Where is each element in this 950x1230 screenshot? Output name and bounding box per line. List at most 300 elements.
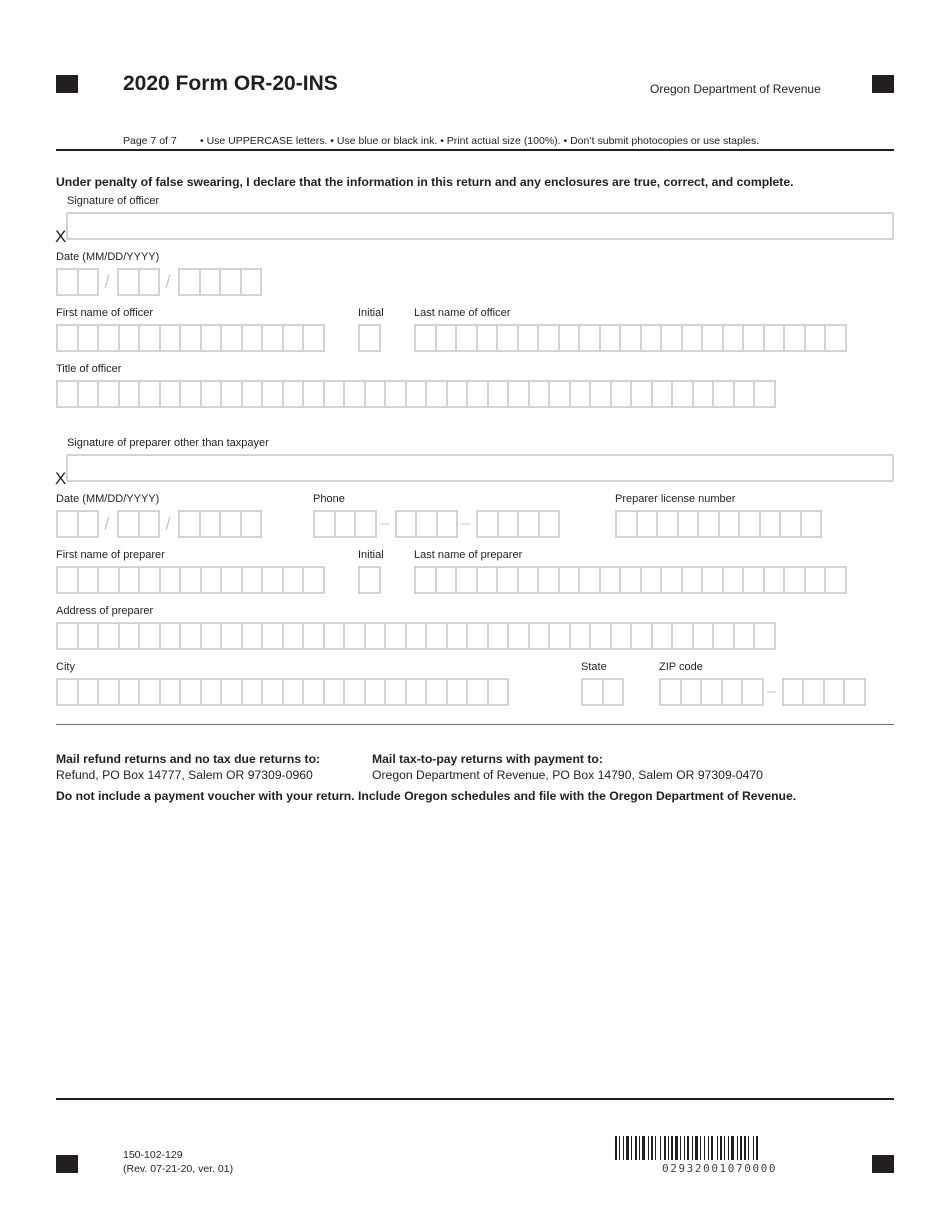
barcode-bar <box>711 1136 713 1160</box>
character-cell[interactable] <box>615 510 638 538</box>
character-cell[interactable] <box>455 324 478 352</box>
character-cell[interactable] <box>578 566 601 594</box>
character-cell[interactable] <box>425 380 448 408</box>
character-cell[interactable] <box>466 380 489 408</box>
character-cell[interactable] <box>302 324 325 352</box>
section-divider <box>56 724 894 725</box>
barcode-bar <box>639 1136 640 1160</box>
character-cell[interactable] <box>364 678 387 706</box>
character-cell[interactable] <box>742 324 765 352</box>
character-cell[interactable] <box>718 510 741 538</box>
character-cell[interactable] <box>261 324 284 352</box>
character-cell[interactable] <box>677 510 700 538</box>
character-cell[interactable] <box>343 380 366 408</box>
phone-line-cell[interactable] <box>476 510 499 538</box>
character-cell[interactable] <box>77 380 100 408</box>
officer-signature-x-mark: X <box>55 227 67 246</box>
character-cell[interactable] <box>435 324 458 352</box>
barcode-bar <box>651 1136 653 1160</box>
zip-cell[interactable] <box>700 678 723 706</box>
refund-heading: Mail refund returns and no tax due returns to: <box>56 752 321 766</box>
character-cell[interactable] <box>824 566 847 594</box>
character-cell[interactable] <box>779 510 802 538</box>
payment-address: Oregon Department of Revenue, PO Box 14790, Salem OR 97309-0470 <box>372 767 763 782</box>
print-instructions: • Use UPPERCASE letters. • Use blue or black ink. • Print actual size (100%). • Don’t submit photocopies or use staples. <box>200 135 760 147</box>
officer-date-field[interactable] <box>56 268 260 296</box>
date-month-cell[interactable] <box>56 510 79 538</box>
payment-heading: Mail tax-to-pay returns with payment to: <box>372 752 603 766</box>
date-separator: / <box>165 271 171 292</box>
date-year-cell[interactable] <box>178 510 201 538</box>
character-cell[interactable] <box>619 566 642 594</box>
barcode-bar <box>692 1136 693 1160</box>
zip-plus4-cell[interactable] <box>843 678 866 706</box>
barcode-bar <box>671 1136 673 1160</box>
preparer-first-name-label: First name of preparer <box>56 549 165 561</box>
character-cell[interactable] <box>660 324 683 352</box>
barcode-bar <box>756 1136 758 1160</box>
officer-last-name-label: Last name of officer <box>414 307 511 319</box>
character-cell[interactable] <box>384 380 407 408</box>
character-cell[interactable] <box>487 380 510 408</box>
form-title: 2020 Form OR-20-INS <box>123 72 338 95</box>
character-cell[interactable] <box>507 380 530 408</box>
character-cell[interactable] <box>220 380 243 408</box>
officer-signature-label: Signature of officer <box>67 195 160 207</box>
character-cell[interactable] <box>697 510 720 538</box>
character-cell[interactable] <box>405 380 428 408</box>
preparer-initial-label: Initial <box>358 549 384 561</box>
character-cell[interactable] <box>282 566 305 594</box>
character-cell[interactable] <box>261 622 284 650</box>
character-cell[interactable] <box>599 324 622 352</box>
zip-cell[interactable] <box>741 678 764 706</box>
date-month-cell[interactable] <box>56 268 79 296</box>
character-cell[interactable] <box>753 380 776 408</box>
phone-line-cell[interactable] <box>497 510 520 538</box>
character-cell[interactable] <box>302 678 325 706</box>
header-rule <box>56 149 894 151</box>
barcode-bar <box>635 1136 637 1160</box>
character-cell[interactable] <box>517 566 540 594</box>
character-cell[interactable] <box>487 622 510 650</box>
character-cell[interactable] <box>358 566 381 594</box>
character-cell[interactable] <box>581 678 604 706</box>
character-cell[interactable] <box>302 622 325 650</box>
character-cell[interactable] <box>323 622 346 650</box>
character-cell[interactable] <box>517 324 540 352</box>
preparer-first-name-field[interactable] <box>56 566 323 594</box>
character-cell[interactable] <box>722 324 745 352</box>
character-cell[interactable] <box>220 566 243 594</box>
officer-title-field[interactable] <box>56 380 774 408</box>
character-cell[interactable] <box>364 622 387 650</box>
zip-separator: – <box>767 683 776 700</box>
character-cell[interactable] <box>138 678 161 706</box>
character-cell[interactable] <box>118 380 141 408</box>
date-year-cell[interactable] <box>219 268 242 296</box>
character-cell[interactable] <box>241 678 264 706</box>
character-cell[interactable] <box>414 324 437 352</box>
form-revision: (Rev. 07-21-20, ver. 01) <box>123 1162 234 1175</box>
phone-area-cell[interactable] <box>354 510 377 538</box>
character-cell[interactable] <box>537 324 560 352</box>
character-cell[interactable] <box>783 324 806 352</box>
character-cell[interactable] <box>507 622 530 650</box>
character-cell[interactable] <box>656 510 679 538</box>
zip-plus4-cell[interactable] <box>782 678 805 706</box>
character-cell[interactable] <box>528 380 551 408</box>
character-cell[interactable] <box>282 380 305 408</box>
character-cell[interactable] <box>56 380 79 408</box>
character-cell[interactable] <box>323 678 346 706</box>
character-cell[interactable] <box>97 380 120 408</box>
character-cell[interactable] <box>589 622 612 650</box>
character-cell[interactable] <box>446 622 469 650</box>
character-cell[interactable] <box>159 678 182 706</box>
character-cell[interactable] <box>220 324 243 352</box>
character-cell[interactable] <box>671 622 694 650</box>
character-cell[interactable] <box>487 678 510 706</box>
character-cell[interactable] <box>671 380 694 408</box>
character-cell[interactable] <box>77 678 100 706</box>
character-cell[interactable] <box>660 566 683 594</box>
character-cell[interactable] <box>282 622 305 650</box>
character-cell[interactable] <box>179 622 202 650</box>
character-cell[interactable] <box>528 622 551 650</box>
character-cell[interactable] <box>405 622 428 650</box>
character-cell[interactable] <box>261 678 284 706</box>
character-cell[interactable] <box>651 622 674 650</box>
character-cell[interactable] <box>200 324 223 352</box>
character-cell[interactable] <box>261 566 284 594</box>
barcode-bar <box>724 1136 725 1160</box>
preparer-address-field[interactable] <box>56 622 774 650</box>
refund-address: Refund, PO Box 14777, Salem OR 97309-0960 <box>56 767 313 782</box>
officer-initial-field[interactable] <box>358 324 379 352</box>
character-cell[interactable] <box>282 324 305 352</box>
character-cell[interactable] <box>200 566 223 594</box>
character-cell[interactable] <box>302 380 325 408</box>
barcode-bar <box>737 1136 738 1160</box>
payment-mailing-block <box>372 752 763 783</box>
voucher-note: Do not include a payment voucher with your return. Include Oregon schedules and file with the Oregon Department of Revenue. <box>56 789 797 803</box>
date-year-cell[interactable] <box>199 510 222 538</box>
officer-first-name-label: First name of officer <box>56 307 153 319</box>
barcode-bar <box>700 1136 701 1160</box>
barcode-number: 02932001070000 <box>662 1162 778 1175</box>
character-cell[interactable] <box>138 566 161 594</box>
character-cell[interactable] <box>179 324 202 352</box>
character-cell[interactable] <box>97 566 120 594</box>
city-label: City <box>56 661 75 673</box>
character-cell[interactable] <box>800 510 823 538</box>
registration-mark-bottom-left <box>56 1155 78 1173</box>
form-number: 150-102-129 <box>123 1149 183 1161</box>
state-label: State <box>581 661 607 673</box>
declaration-text: Under penalty of false swearing, I declare that the information in this return and any enclosures are true, correct, and complete. <box>56 175 794 189</box>
character-cell[interactable] <box>466 678 489 706</box>
character-cell[interactable] <box>241 566 264 594</box>
preparer-last-name-field[interactable] <box>414 566 845 594</box>
page-number: Page 7 of 7 <box>123 135 177 147</box>
character-cell[interactable] <box>414 566 437 594</box>
character-cell[interactable] <box>548 380 571 408</box>
character-cell[interactable] <box>56 566 79 594</box>
officer-title-label: Title of officer <box>56 363 122 375</box>
character-cell[interactable] <box>241 380 264 408</box>
preparer-signature-field[interactable] <box>66 454 894 482</box>
preparer-license-field[interactable] <box>615 510 820 538</box>
character-cell[interactable] <box>610 380 633 408</box>
character-cell[interactable] <box>159 566 182 594</box>
character-cell[interactable] <box>159 622 182 650</box>
character-cell[interactable] <box>589 380 612 408</box>
character-cell[interactable] <box>738 510 761 538</box>
character-cell[interactable] <box>302 566 325 594</box>
zip-label: ZIP code <box>659 661 703 673</box>
character-cell[interactable] <box>97 678 120 706</box>
barcode-bar <box>623 1136 624 1160</box>
barcode-bar <box>642 1136 645 1160</box>
barcode-bar <box>708 1136 709 1160</box>
character-cell[interactable] <box>578 324 601 352</box>
registration-mark-bottom-right <box>872 1155 894 1173</box>
preparer-address-label: Address of preparer <box>56 605 154 617</box>
character-cell[interactable] <box>179 380 202 408</box>
character-cell[interactable] <box>241 622 264 650</box>
date-month-cell[interactable] <box>77 510 100 538</box>
character-cell[interactable] <box>77 324 100 352</box>
barcode-bar <box>655 1136 656 1160</box>
character-cell[interactable] <box>200 380 223 408</box>
date-year-cell[interactable] <box>199 268 222 296</box>
character-cell[interactable] <box>548 622 571 650</box>
character-cell[interactable] <box>56 324 79 352</box>
character-cell[interactable] <box>343 678 366 706</box>
preparer-phone-label: Phone <box>313 493 345 505</box>
character-cell[interactable] <box>630 380 653 408</box>
character-cell[interactable] <box>118 622 141 650</box>
character-cell[interactable] <box>159 380 182 408</box>
character-cell[interactable] <box>681 566 704 594</box>
character-cell[interactable] <box>602 678 625 706</box>
character-cell[interactable] <box>323 380 346 408</box>
character-cell[interactable] <box>640 324 663 352</box>
department-name: Oregon Department of Revenue <box>650 82 821 96</box>
character-cell[interactable] <box>118 566 141 594</box>
character-cell[interactable] <box>425 678 448 706</box>
character-cell[interactable] <box>640 566 663 594</box>
character-cell[interactable] <box>753 622 776 650</box>
registration-mark-top-left <box>56 75 78 93</box>
character-cell[interactable] <box>138 380 161 408</box>
character-cell[interactable] <box>733 622 756 650</box>
zip-field[interactable] <box>659 678 864 706</box>
preparer-phone-field[interactable] <box>313 510 558 538</box>
character-cell[interactable] <box>425 622 448 650</box>
character-cell[interactable] <box>558 566 581 594</box>
barcode-bar <box>695 1136 698 1160</box>
phone-area-cell[interactable] <box>313 510 336 538</box>
barcode-bar <box>648 1136 649 1160</box>
character-cell[interactable] <box>701 324 724 352</box>
character-cell[interactable] <box>220 678 243 706</box>
character-cell[interactable] <box>681 324 704 352</box>
character-cell[interactable] <box>77 622 100 650</box>
character-cell[interactable] <box>358 324 381 352</box>
officer-last-name-field[interactable] <box>414 324 845 352</box>
phone-prefix-cell[interactable] <box>415 510 438 538</box>
date-day-cell[interactable] <box>117 268 140 296</box>
character-cell[interactable] <box>56 678 79 706</box>
date-year-cell[interactable] <box>219 510 242 538</box>
character-cell[interactable] <box>220 622 243 650</box>
character-cell[interactable] <box>692 380 715 408</box>
character-cell[interactable] <box>138 622 161 650</box>
character-cell[interactable] <box>384 622 407 650</box>
character-cell[interactable] <box>282 678 305 706</box>
character-cell[interactable] <box>118 324 141 352</box>
barcode-bar <box>680 1136 681 1160</box>
barcode-bar <box>728 1136 729 1160</box>
character-cell[interactable] <box>824 324 847 352</box>
phone-line-cell[interactable] <box>517 510 540 538</box>
character-cell[interactable] <box>558 324 581 352</box>
phone-area-cell[interactable] <box>334 510 357 538</box>
barcode-bar <box>731 1136 734 1160</box>
character-cell[interactable] <box>241 324 264 352</box>
character-cell[interactable] <box>783 566 806 594</box>
preparer-signature-x-mark: X <box>55 469 67 488</box>
character-cell[interactable] <box>97 622 120 650</box>
character-cell[interactable] <box>496 324 519 352</box>
preparer-initial-field[interactable] <box>358 566 379 594</box>
character-cell[interactable] <box>118 678 141 706</box>
character-cell[interactable] <box>722 566 745 594</box>
barcode-bar <box>664 1136 666 1160</box>
date-year-cell[interactable] <box>240 510 263 538</box>
zip-plus4-cell[interactable] <box>823 678 846 706</box>
character-cell[interactable] <box>56 622 79 650</box>
date-year-cell[interactable] <box>178 268 201 296</box>
barcode-bar <box>684 1136 685 1160</box>
character-cell[interactable] <box>619 324 642 352</box>
phone-separator: – <box>380 515 389 532</box>
zip-plus4-cell[interactable] <box>802 678 825 706</box>
officer-first-name-field[interactable] <box>56 324 323 352</box>
character-cell[interactable] <box>712 380 735 408</box>
character-cell[interactable] <box>384 678 407 706</box>
character-cell[interactable] <box>630 622 653 650</box>
character-cell[interactable] <box>179 678 202 706</box>
character-cell[interactable] <box>569 622 592 650</box>
barcode-bar <box>619 1136 620 1160</box>
character-cell[interactable] <box>692 622 715 650</box>
barcode-bar <box>615 1136 617 1160</box>
officer-initial-label: Initial <box>358 307 384 319</box>
barcode-bar <box>720 1136 722 1160</box>
character-cell[interactable] <box>77 566 100 594</box>
barcode-bar <box>748 1136 749 1160</box>
character-cell[interactable] <box>159 324 182 352</box>
character-cell[interactable] <box>343 622 366 650</box>
barcode-bar <box>704 1136 705 1160</box>
phone-line-cell[interactable] <box>538 510 561 538</box>
character-cell[interactable] <box>804 324 827 352</box>
character-cell[interactable] <box>179 566 202 594</box>
character-cell[interactable] <box>610 622 633 650</box>
zip-cell[interactable] <box>721 678 744 706</box>
character-cell[interactable] <box>763 566 786 594</box>
character-cell[interactable] <box>599 566 622 594</box>
date-day-cell[interactable] <box>138 268 161 296</box>
character-cell[interactable] <box>763 324 786 352</box>
state-field[interactable] <box>581 678 622 706</box>
character-cell[interactable] <box>742 566 765 594</box>
date-separator: / <box>104 271 110 292</box>
date-separator: / <box>104 513 110 534</box>
date-month-cell[interactable] <box>77 268 100 296</box>
character-cell[interactable] <box>701 566 724 594</box>
barcode-bar <box>744 1136 746 1160</box>
character-cell[interactable] <box>537 566 560 594</box>
date-day-cell[interactable] <box>138 510 161 538</box>
barcode-bar <box>626 1136 629 1160</box>
date-day-cell[interactable] <box>117 510 140 538</box>
character-cell[interactable] <box>476 566 499 594</box>
character-cell[interactable] <box>200 678 223 706</box>
character-cell[interactable] <box>759 510 782 538</box>
officer-signature-field[interactable] <box>66 212 894 240</box>
date-separator: / <box>165 513 171 534</box>
character-cell[interactable] <box>636 510 659 538</box>
barcode-image <box>615 1136 827 1160</box>
zip-cell[interactable] <box>680 678 703 706</box>
character-cell[interactable] <box>651 380 674 408</box>
date-year-cell[interactable] <box>240 268 263 296</box>
preparer-signature-label: Signature of preparer other than taxpayer <box>67 437 269 449</box>
character-cell[interactable] <box>712 622 735 650</box>
officer-date-label: Date (MM/DD/YYYY) <box>56 251 160 263</box>
phone-separator: – <box>461 515 471 532</box>
character-cell[interactable] <box>804 566 827 594</box>
phone-prefix-cell[interactable] <box>436 510 459 538</box>
zip-cell[interactable] <box>659 678 682 706</box>
preparer-date-label: Date (MM/DD/YYYY) <box>56 493 160 505</box>
character-cell[interactable] <box>364 380 387 408</box>
character-cell[interactable] <box>446 380 469 408</box>
character-cell[interactable] <box>733 380 756 408</box>
character-cell[interactable] <box>200 622 223 650</box>
character-cell[interactable] <box>97 324 120 352</box>
character-cell[interactable] <box>435 566 458 594</box>
registration-mark-top-right <box>872 75 894 93</box>
character-cell[interactable] <box>466 622 489 650</box>
character-cell[interactable] <box>496 566 519 594</box>
barcode-bar <box>668 1136 669 1160</box>
phone-prefix-cell[interactable] <box>395 510 418 538</box>
character-cell[interactable] <box>446 678 469 706</box>
character-cell[interactable] <box>138 324 161 352</box>
character-cell[interactable] <box>476 324 499 352</box>
character-cell[interactable] <box>569 380 592 408</box>
character-cell[interactable] <box>261 380 284 408</box>
preparer-date-field[interactable] <box>56 510 260 538</box>
city-field[interactable] <box>56 678 507 706</box>
character-cell[interactable] <box>405 678 428 706</box>
character-cell[interactable] <box>455 566 478 594</box>
